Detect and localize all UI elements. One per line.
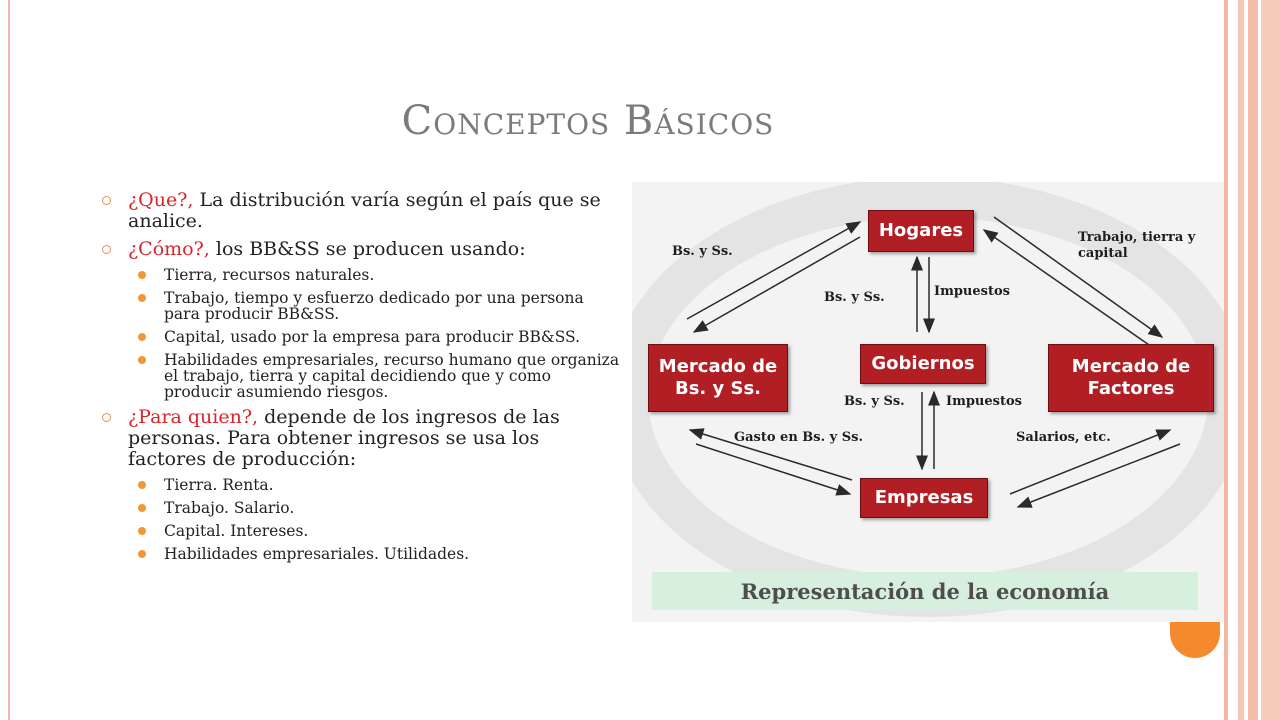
bullet-que xyxy=(100,190,620,232)
diagram-caption: Representación de la economía xyxy=(652,572,1198,610)
sub-bullet-salario: Trabajo. Salario. xyxy=(100,500,620,516)
economy-flow-diagram xyxy=(632,182,1224,622)
label-impuestos-bottom: Impuestos xyxy=(946,394,1022,409)
node-mercado-factores: Mercado de Factores xyxy=(1048,344,1214,412)
sub-bullet-tierra: Tierra, recursos naturales. xyxy=(100,267,620,283)
label-bs-ss-bottom-center: Bs. y Ss. xyxy=(844,394,905,409)
node-gobiernos: Gobiernos xyxy=(860,344,986,384)
label-gasto-bs-ss: Gasto en Bs. y Ss. xyxy=(734,430,863,445)
bullet-como-text: los BB&SS se producen usando: xyxy=(209,238,526,260)
slide-title: Conceptos Básicos xyxy=(401,98,775,144)
bullet-como xyxy=(100,239,620,260)
bullet-como-label: ¿Cómo?, xyxy=(128,238,210,260)
sub-bullet-utilidades: Habilidades empresariales. Utilidades. xyxy=(100,546,620,562)
label-bs-ss-left: Bs. y Ss. xyxy=(672,244,733,259)
arrow-factores-to-empresas xyxy=(1018,444,1180,507)
arrow-mercado-to-empresas xyxy=(696,444,850,494)
bullet-para-label: ¿Para quien?, xyxy=(128,406,259,428)
bullet-para-text: depende de los ingresos de las personas. Para obtener ingresos se usa los factores de producción: xyxy=(128,406,560,470)
bullet-que-text: La distribución varía según el país que se analice. xyxy=(128,189,601,232)
sub-bullet-intereses: Capital. Intereses. xyxy=(100,523,620,539)
label-salarios: Salarios, etc. xyxy=(1016,430,1111,445)
node-mercado-bs-ss: Mercado de Bs. y Ss. xyxy=(648,344,788,412)
sub-bullet-trabajo: Trabajo, tiempo y esfuerzo dedicado por una persona para producir BB&SS. xyxy=(100,290,620,322)
label-impuestos-top: Impuestos xyxy=(934,284,1010,299)
bullet-que-label: ¿Que?, xyxy=(128,189,194,211)
label-bs-ss-top-center: Bs. y Ss. xyxy=(824,290,885,305)
slide-frame-right-stripes xyxy=(1224,0,1280,720)
sub-bullet-capital: Capital, usado por la empresa para producir BB&SS. xyxy=(100,329,620,345)
node-empresas: Empresas xyxy=(860,478,988,518)
label-trabajo-tierra-capital: Trabajo, tierra y capital xyxy=(1078,230,1196,261)
bullet-list xyxy=(100,190,620,569)
sub-bullet-renta: Tierra. Renta. xyxy=(100,477,620,493)
bullet-para-quien xyxy=(100,407,620,470)
node-hogares: Hogares xyxy=(868,210,974,252)
sub-bullet-habilidades: Habilidades empresariales, recurso humano que organiza el trabajo, tierra y capital decidiendo que y como producir asumiendo riesgos. xyxy=(100,352,620,400)
